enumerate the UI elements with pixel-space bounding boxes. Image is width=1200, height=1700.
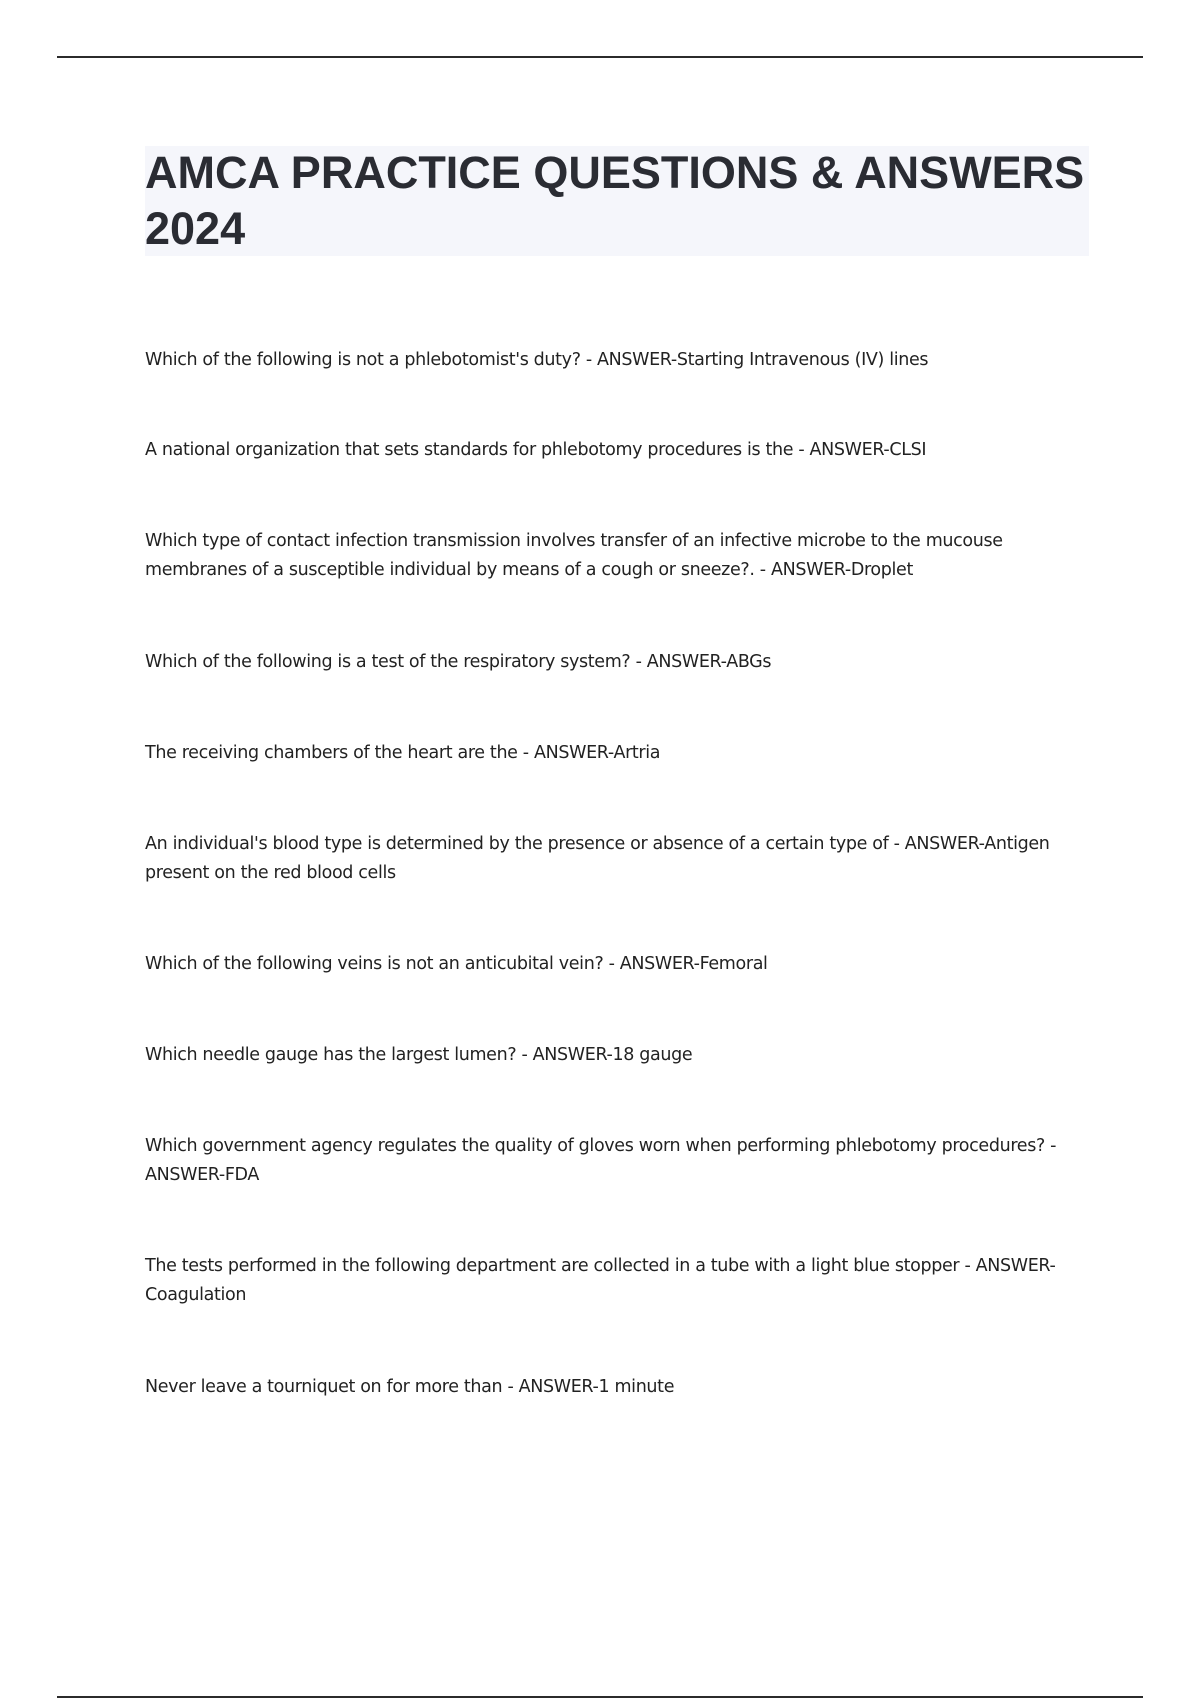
top-rule	[57, 56, 1143, 58]
qa-item-10: The tests performed in the following department are collected in a tube with a light blue stopper - ANSWER-Coagulation	[145, 1256, 1056, 1305]
qa-item-5: The receiving chambers of the heart are the - ANSWER-Artria	[145, 743, 661, 763]
bottom-rule	[57, 1696, 1143, 1698]
qa-item-8: Which needle gauge has the largest lumen? - ANSWER-18 gauge	[145, 1045, 693, 1065]
qa-item-6: An individual's blood type is determined by the presence or absence of a certain type of - ANSWER-Antigen present on the red blood cells	[145, 834, 1050, 883]
qa-item-2: A national organization that sets standards for phlebotomy procedures is the - ANSWER-CLSI	[145, 440, 927, 460]
qa-item-11: Never leave a tourniquet on for more than - ANSWER-1 minute	[145, 1377, 675, 1397]
qa-item-4: Which of the following is a test of the respiratory system? - ANSWER-ABGs	[145, 652, 772, 672]
qa-item-9: Which government agency regulates the quality of gloves worn when performing phlebotomy procedures? - ANSWER-FDA	[145, 1136, 1057, 1185]
qa-item-7: Which of the following veins is not an anticubital vein? - ANSWER-Femoral	[145, 954, 768, 974]
title-block	[145, 146, 1089, 256]
page-title: AMCA PRACTICE QUESTIONS & ANSWERS 2024	[145, 147, 1085, 254]
qa-item-3: Which type of contact infection transmission involves transfer of an infective microbe to the mucouse membranes of a susceptible individual by means of a cough or sneeze?. - ANSWER-Droplet	[145, 531, 1003, 580]
qa-item-1: Which of the following is not a phlebotomist's duty? - ANSWER-Starting Intravenous (IV) lines	[145, 350, 929, 370]
